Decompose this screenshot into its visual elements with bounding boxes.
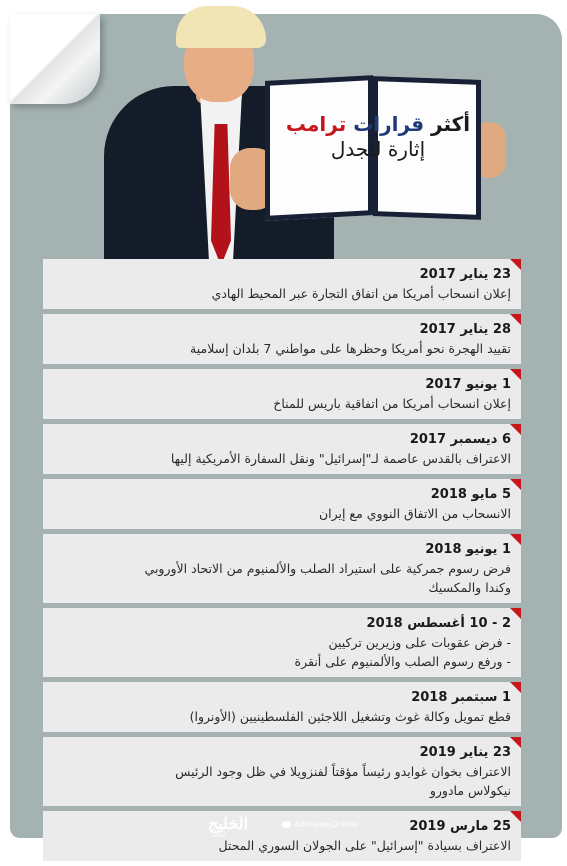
social-handle-text: AlKhaleejOnline: [294, 820, 358, 829]
decision-text: إعلان انسحاب أمريكا من اتفاق التجارة عبر المحيط الهادي: [211, 286, 511, 301]
decision-text: الاعتراف بالقدس عاصمة لـ"إسرائيل" ونقل السفارة الأمريكية إليها: [170, 451, 511, 466]
decision-date: 25 مارس 2019: [409, 819, 511, 834]
decision-text: فرض رسوم جمركية على استيراد الصلب والألمنيوم من الاتحاد الأوروبي: [144, 561, 511, 576]
figure-hair: [176, 6, 266, 48]
decision-card: [43, 259, 521, 309]
decision-date: 1 يونيو 2017: [425, 377, 511, 392]
decision-date: 23 يناير 2019: [419, 745, 511, 760]
brand-logo-sub: أونلاين: [212, 832, 226, 838]
decision-card: [43, 608, 521, 677]
decision-card: [43, 682, 521, 732]
decisions-list: [43, 259, 521, 866]
decision-date: 28 يناير 2017: [419, 322, 511, 337]
decision-text: الاعتراف بخوان غوايدو رئيساً مؤقتاً لفنزويلا في ظل وجود الرئيس: [175, 764, 511, 779]
social-handle: [282, 820, 357, 829]
brand-logo: الخليج: [208, 814, 249, 833]
decision-card: [43, 314, 521, 364]
page-curl-decoration: [10, 14, 100, 104]
footer: [150, 814, 450, 838]
decision-card: [43, 534, 521, 603]
decision-text: - فرض عقوبات على وزيرين تركيين: [328, 635, 511, 650]
title-prefix: أكثر: [431, 112, 471, 136]
decision-text: تقييد الهجرة نحو أمريكا وحظرها على مواطني 7 بلدان إسلامية: [190, 341, 511, 356]
decision-date: 2 - 10 أغسطس 2018: [366, 616, 511, 631]
decision-text: قطع تمويل وكالة غوث وتشغيل اللاجئين الفلسطينيين (الأونروا): [189, 709, 511, 724]
decision-date: 5 مايو 2018: [430, 487, 511, 502]
decision-date: 1 يونيو 2018: [425, 542, 511, 557]
page-title: [278, 112, 478, 162]
title-highlight-blue: قرارات: [353, 112, 425, 136]
decision-text: وكندا والمكسيك: [428, 580, 511, 595]
title-highlight-red: ترامب: [285, 112, 347, 136]
title-line-2: إثارة للجدل: [330, 137, 426, 161]
decision-date: 6 ديسمبر 2017: [409, 432, 511, 447]
decision-card: [43, 479, 521, 529]
decision-date: 1 سبتمبر 2018: [411, 690, 511, 705]
decision-card: [43, 737, 521, 806]
decision-card: [43, 424, 521, 474]
twitter-icon: [282, 821, 291, 828]
decision-card: [43, 369, 521, 419]
decision-text: إعلان انسحاب أمريكا من اتفاقية باريس للمناخ: [273, 396, 511, 411]
title-line-1: [278, 112, 478, 136]
figure-tie: [211, 124, 231, 266]
decision-text: الاعتراف بسيادة "إسرائيل" على الجولان السوري المحتل: [218, 838, 511, 853]
decision-text: نيكولاس مادورو: [429, 783, 511, 798]
decision-text: - ورفع رسوم الصلب والألمنيوم على أنقرة: [294, 654, 511, 669]
decision-date: 23 يناير 2017: [419, 267, 511, 282]
decision-text: الانسحاب من الاتفاق النووي مع إيران: [318, 506, 511, 521]
